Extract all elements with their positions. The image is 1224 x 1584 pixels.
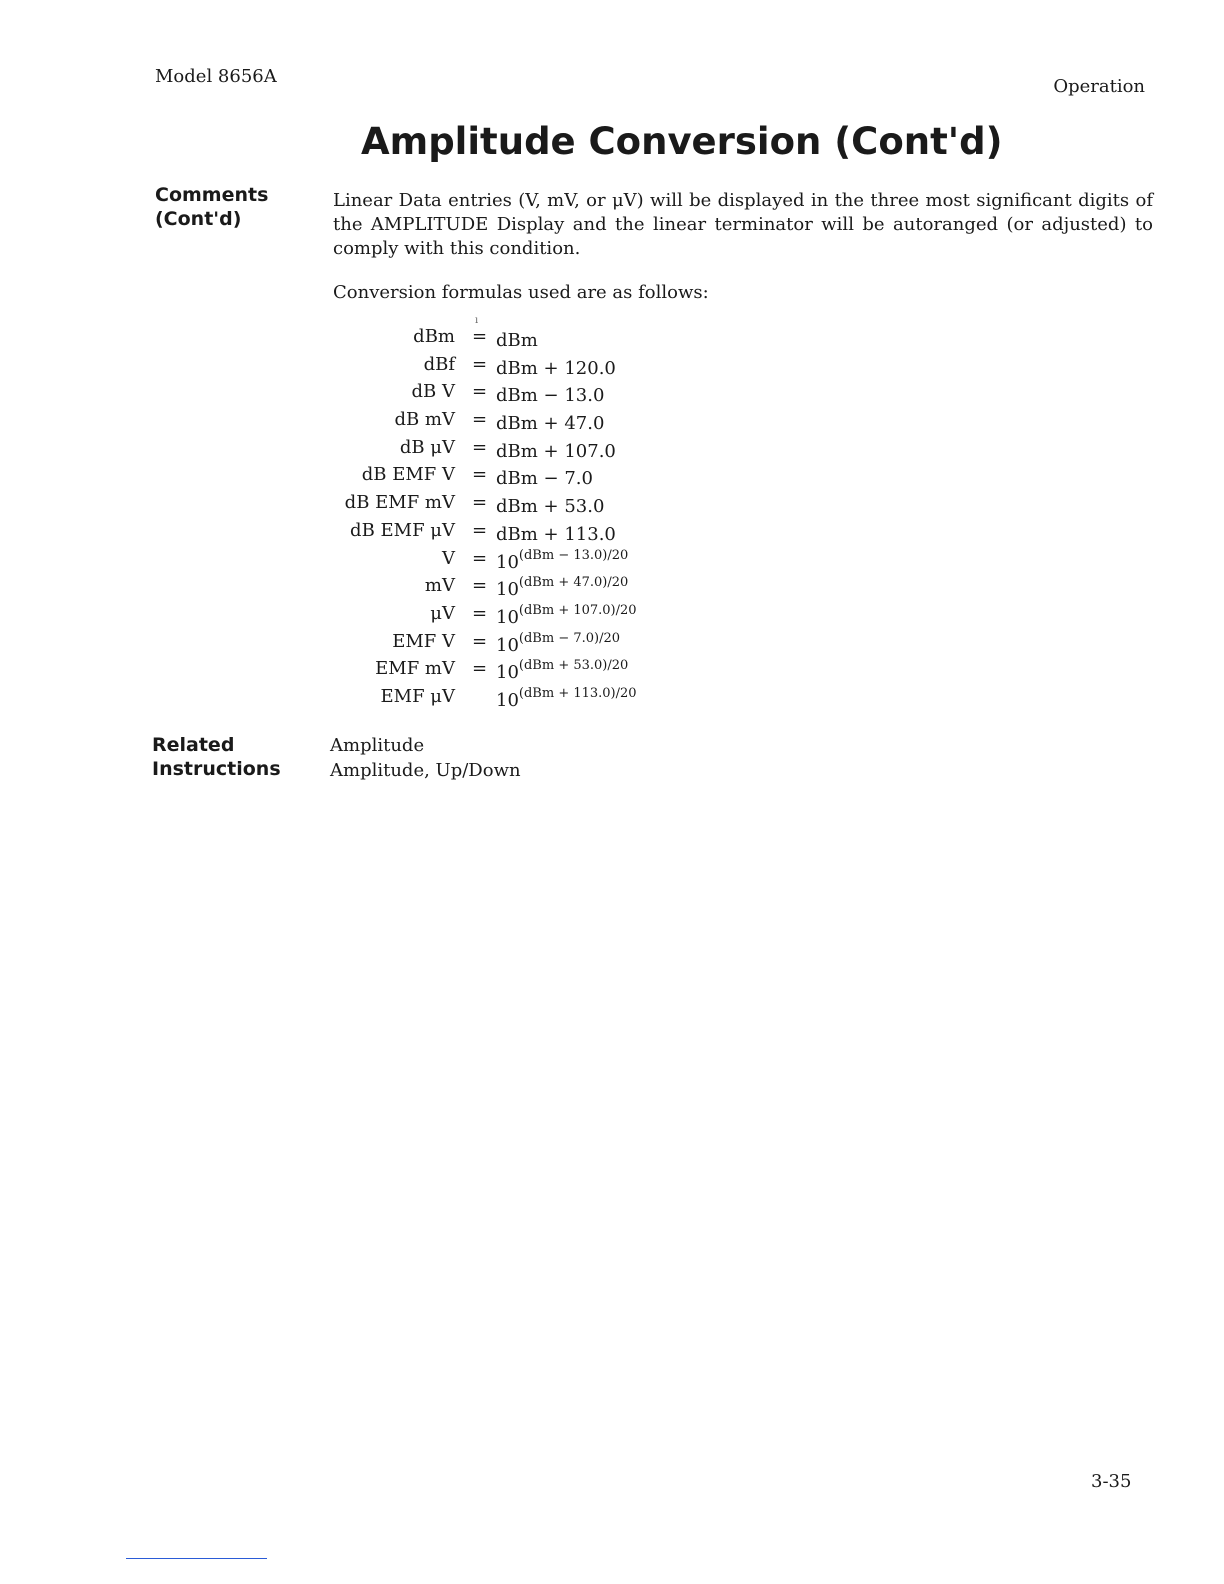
related-label-line2: Instructions <box>152 758 281 780</box>
formula-rhs-base: 10 <box>496 662 519 684</box>
formula-lhs: dBf <box>423 353 455 375</box>
formula-lhs: dB mV <box>394 409 455 431</box>
formula-rhs <box>496 381 604 406</box>
formula-rhs-base: dBm + 47.0 <box>496 413 605 435</box>
formula-rhs <box>496 603 637 628</box>
related-label-line1: Related <box>152 734 235 756</box>
comments-label-line2: (Cont'd) <box>155 208 242 230</box>
formula-equals: = <box>472 464 488 486</box>
formula-lhs: EMF μV <box>380 685 455 707</box>
formula-rhs-base: dBm + 107.0 <box>496 440 616 462</box>
formula-rhs-exponent: (dBm + 107.0)/20 <box>518 602 637 618</box>
formula-rhs <box>496 520 616 545</box>
formula-rhs <box>496 548 628 573</box>
margin-tick-mark: ı <box>475 315 479 326</box>
formula-equals: = <box>472 658 488 680</box>
formula-equals: = <box>472 602 488 624</box>
formula-lhs: EMF V <box>392 630 455 652</box>
formula-rhs-base: dBm − 13.0 <box>496 385 605 407</box>
formula-rhs-base: 10 <box>496 579 519 601</box>
formula-rhs-exponent: (dBm + 47.0)/20 <box>518 575 629 591</box>
formula-rhs <box>496 686 637 711</box>
formula-lhs: dB EMF V <box>361 464 455 486</box>
formula-equals: = <box>472 492 488 514</box>
related-item: Amplitude, Up/Down <box>330 760 521 781</box>
formula-rhs-base: dBm + 113.0 <box>496 523 616 545</box>
comments-paragraph: Linear Data entries (V, mV, or μV) will be displayed in the three most significant digits of the AMPLITUDE Display and the linear terminator will be autoranged (or adjusted) to comply with this condition. <box>333 190 1153 259</box>
formula-lhs: dB EMF mV <box>344 492 455 514</box>
comments-label-line1: Comments <box>155 184 269 206</box>
model-header: Model 8656A <box>155 66 277 87</box>
formula-rhs-exponent: (dBm − 13.0)/20 <box>518 547 629 563</box>
page-title: Amplitude Conversion (Cont'd) <box>361 120 1003 163</box>
formula-rhs-base: dBm + 53.0 <box>496 496 605 518</box>
formula-rhs-base: 10 <box>496 606 519 628</box>
formula-rhs-base: dBm + 120.0 <box>496 357 616 379</box>
formula-rhs <box>496 326 538 351</box>
section-header: Operation <box>1053 76 1145 97</box>
formula-equals: = <box>472 409 488 431</box>
formula-rhs <box>496 437 616 462</box>
formula-rhs-exponent: (dBm − 7.0)/20 <box>518 630 621 646</box>
formula-equals: = <box>472 353 488 375</box>
formula-lhs: dB μV <box>399 436 455 458</box>
formula-equals: = <box>472 547 488 569</box>
formula-equals: = <box>472 436 488 458</box>
formula-equals: = <box>472 519 488 541</box>
formula-lhs: mV <box>424 575 455 597</box>
related-item: Amplitude <box>330 735 425 756</box>
formula-equals: = <box>472 575 488 597</box>
formula-rhs-base: 10 <box>496 634 519 656</box>
formula-rhs-base: dBm − 7.0 <box>496 468 593 490</box>
formula-equals: = <box>472 326 488 347</box>
formula-rhs-exponent: (dBm + 113.0)/20 <box>518 685 637 701</box>
formula-equals: = <box>472 381 488 403</box>
formula-rhs <box>496 354 616 379</box>
conversion-intro: Conversion formulas used are as follows: <box>333 282 709 303</box>
formula-rhs <box>496 409 604 434</box>
comments-label <box>155 183 268 231</box>
footer-rule <box>126 1558 267 1559</box>
related-list <box>330 733 521 783</box>
formula-equals: = <box>472 630 488 652</box>
formula-rhs <box>496 631 620 656</box>
formula-rhs-exponent: (dBm + 53.0)/20 <box>518 658 629 674</box>
formula-rhs <box>496 658 628 683</box>
page-number: 3-35 <box>1091 1471 1132 1492</box>
formula-lhs: dB V <box>411 381 455 403</box>
formula-lhs: dB EMF μV <box>350 519 455 541</box>
formula-lhs: EMF mV <box>375 658 455 680</box>
formula-rhs <box>496 464 593 489</box>
formula-rhs-base: 10 <box>496 689 519 711</box>
formula-lhs: dBm <box>413 326 455 347</box>
formula-rhs-base: dBm <box>496 330 538 351</box>
formula-lhs: V <box>442 547 455 569</box>
formula-rhs-base: 10 <box>496 551 519 573</box>
formula-lhs: μV <box>430 602 455 624</box>
related-label <box>152 733 281 781</box>
formula-rhs <box>496 575 628 600</box>
formula-rhs <box>496 492 604 517</box>
